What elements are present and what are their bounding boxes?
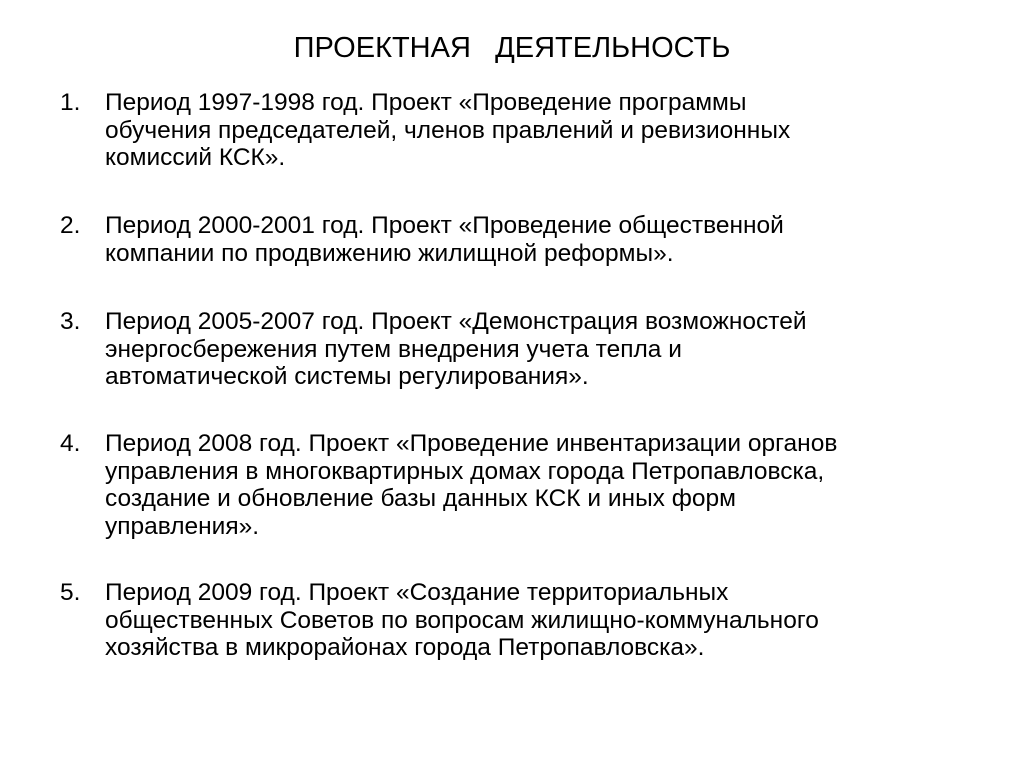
list-item-text: Период 1997-1998 год. Проект «Проведение программы обучения председателей, членов правлений и ревизионных комиссий КСК». [105,89,791,171]
list-item-text: Период 2005-2007 год. Проект «Демонстрация возможностей энергосбережения путем внедрения учета тепла и автоматической системы регулирования». [105,308,807,390]
slide-title: ПРОЕКТНАЯ ДЕЯТЕЛЬНОСТЬ [293,32,731,64]
list-item-number: 2. [60,212,81,239]
list-item-text: Период 2009 год. Проект «Создание территориальных общественных Советов по вопросам жилищно-коммунального хозяйства в микрорайонах города Петропавловска». [105,579,819,661]
list-item [60,212,960,267]
list-item-number: 4. [60,430,81,457]
list-item [60,579,960,662]
list-item [60,89,960,172]
list-item-number: 3. [60,308,81,335]
list-item [60,430,960,540]
list-item [60,308,960,391]
list-item-text: Период 2000-2001 год. Проект «Проведение общественной компании по продвижению жилищной реформы». [105,212,784,267]
list-item-text: Период 2008 год. Проект «Проведение инвентаризации органов управления в многоквартирных домах города Петропавловска, создание и обновление базы данных КСК и иных форм управления». [105,430,838,540]
list-item-number: 5. [60,579,81,606]
list-item-number: 1. [60,89,81,116]
